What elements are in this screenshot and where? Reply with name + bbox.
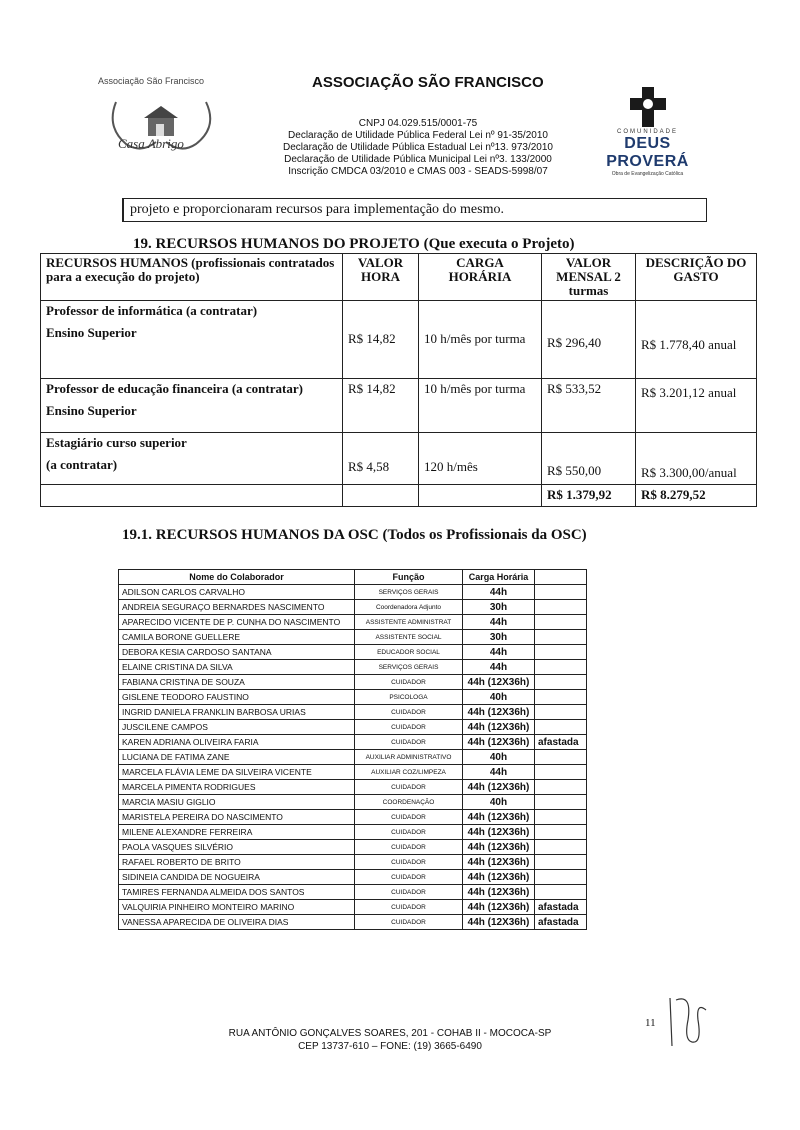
staff-status xyxy=(535,885,587,900)
table-header-row xyxy=(119,570,587,585)
staff-hours: 44h xyxy=(463,615,535,630)
staff-status xyxy=(535,675,587,690)
staff-hours: 44h (12X36h) xyxy=(463,885,535,900)
logo-left-name: Casa Abrigo xyxy=(118,136,184,151)
empty-cell xyxy=(41,485,343,507)
page-number: 11 xyxy=(645,1017,656,1029)
valor-hora-cell: R$ 14,82 xyxy=(343,301,419,379)
table-row xyxy=(119,585,587,600)
table-row xyxy=(119,660,587,675)
staff-name: DEBORA KESIA CARDOSO SANTANA xyxy=(119,645,355,660)
descricao-cell: R$ 1.778,40 anual xyxy=(636,301,757,379)
staff-role: CUIDADOR xyxy=(355,825,463,840)
staff-hours: 30h xyxy=(463,630,535,645)
staff-name: CAMILA BORONE GUELLERE xyxy=(119,630,355,645)
staff-hours: 44h (12X36h) xyxy=(463,900,535,915)
registry-line: Declaração de Utilidade Pública Municipal Lei nº3. 133/2000 xyxy=(284,154,552,165)
staff-role: ASSISTENTE SOCIAL xyxy=(355,630,463,645)
role-level: Ensino Superior xyxy=(46,403,137,418)
registry-line: Inscrição CMDCA 03/2010 e CMAS 003 - SEADS-5998/07 xyxy=(288,166,548,177)
signature-initials xyxy=(662,990,712,1050)
intro-line: projeto e proporcionaram recursos para implementação do mesmo. xyxy=(122,198,707,222)
staff-role: CUIDADOR xyxy=(355,885,463,900)
staff-role: CUIDADOR xyxy=(355,675,463,690)
staff-name: MARISTELA PEREIRA DO NASCIMENTO xyxy=(119,810,355,825)
table-row xyxy=(119,915,587,930)
staff-role: CUIDADOR xyxy=(355,720,463,735)
staff-status: afastada xyxy=(535,915,587,930)
staff-name: GISLENE TEODORO FAUSTINO xyxy=(119,690,355,705)
valor-hora-cell: R$ 4,58 xyxy=(343,433,419,485)
staff-role: CUIDADOR xyxy=(355,735,463,750)
logo-right-name: DEUS PROVERÁ xyxy=(606,135,689,170)
staff-role: Coordenadora Adjunto xyxy=(355,600,463,615)
carga-cell: 120 h/mês xyxy=(419,433,542,485)
staff-hours: 44h (12X36h) xyxy=(463,720,535,735)
logo-left-caption: Associação São Francisco xyxy=(98,76,205,86)
staff-status xyxy=(535,645,587,660)
staff-status xyxy=(535,615,587,630)
table-row xyxy=(119,645,587,660)
staff-name: JUSCILENE CAMPOS xyxy=(119,720,355,735)
registry-line: CNPJ 04.029.515/0001-75 xyxy=(358,118,478,129)
mensal-cell: R$ 533,52 xyxy=(542,379,636,433)
logo-right-top: COMUNIDADE xyxy=(616,129,678,135)
header-cell: Função xyxy=(355,570,463,585)
staff-hours: 44h (12X36h) xyxy=(463,855,535,870)
staff-name: TAMIRES FERNANDA ALMEIDA DOS SANTOS xyxy=(119,885,355,900)
staff-status xyxy=(535,810,587,825)
role-name: Professor de educação financeira (a contratar) xyxy=(46,381,303,396)
registry-block xyxy=(268,118,568,178)
staff-status xyxy=(535,780,587,795)
staff-name: MILENE ALEXANDRE FERREIRA xyxy=(119,825,355,840)
role-level: (a contratar) xyxy=(46,457,118,472)
staff-name: INGRID DANIELA FRANKLIN BARBOSA URIAS xyxy=(119,705,355,720)
staff-name: RAFAEL ROBERTO DE BRITO xyxy=(119,855,355,870)
staff-status xyxy=(535,690,587,705)
table-row xyxy=(119,690,587,705)
staff-role: CUIDADOR xyxy=(355,780,463,795)
table-row xyxy=(119,870,587,885)
table-row xyxy=(119,780,587,795)
header-cell: CARGA HORÁRIA xyxy=(419,254,542,301)
staff-hours: 44h (12X36h) xyxy=(463,810,535,825)
staff-name: ANDREIA SEGURAÇO BERNARDES NASCIMENTO xyxy=(119,600,355,615)
staff-hours: 44h (12X36h) xyxy=(463,705,535,720)
descricao-cell: R$ 3.300,00/anual xyxy=(636,433,757,485)
empty-cell xyxy=(343,485,419,507)
staff-name: VALQUIRIA PINHEIRO MONTEIRO MARINO xyxy=(119,900,355,915)
table-row xyxy=(119,825,587,840)
table-row xyxy=(119,840,587,855)
table-row xyxy=(119,765,587,780)
valor-hora-cell: R$ 14,82 xyxy=(343,379,419,433)
mensal-cell: R$ 550,00 xyxy=(542,433,636,485)
staff-hours: 44h (12X36h) xyxy=(463,735,535,750)
table-row xyxy=(119,885,587,900)
role-level: Ensino Superior xyxy=(46,325,137,340)
staff-status: afastada xyxy=(535,735,587,750)
table-row xyxy=(119,795,587,810)
staff-hours: 44h (12X36h) xyxy=(463,870,535,885)
role-name: Professor de informática (a contratar) xyxy=(46,303,258,318)
section-19-title: 19. RECURSOS HUMANOS DO PROJETO (Que executa o Projeto) xyxy=(133,236,575,252)
staff-hours: 40h xyxy=(463,690,535,705)
staff-role: CUIDADOR xyxy=(355,870,463,885)
staff-name: PAOLA VASQUES SILVÉRIO xyxy=(119,840,355,855)
staff-role: ASSISTENTE ADMINISTRAT xyxy=(355,615,463,630)
table-row xyxy=(119,735,587,750)
org-title: ASSOCIAÇÃO SÃO FRANCISCO xyxy=(312,74,544,91)
staff-role: CUIDADOR xyxy=(355,840,463,855)
role-cell xyxy=(41,433,343,485)
table-row xyxy=(119,615,587,630)
staff-role: AUXILIAR COZ/LIMPEZA xyxy=(355,765,463,780)
table-row xyxy=(41,301,757,379)
total-mensal: R$ 1.379,92 xyxy=(542,485,636,507)
staff-status xyxy=(535,870,587,885)
registry-line: Declaração de Utilidade Pública Estadual Lei nº13. 973/2010 xyxy=(283,142,553,153)
staff-role: COORDENAÇÃO xyxy=(355,795,463,810)
staff-role: CUIDADOR xyxy=(355,900,463,915)
staff-name: APARECIDO VICENTE DE P. CUNHA DO NASCIMENTO xyxy=(119,615,355,630)
total-row xyxy=(41,485,757,507)
staff-name: SIDINEIA CANDIDA DE NOGUEIRA xyxy=(119,870,355,885)
staff-name: ELAINE CRISTINA DA SILVA xyxy=(119,660,355,675)
staff-status xyxy=(535,630,587,645)
osc-staff-table xyxy=(118,569,587,930)
project-hr-table xyxy=(40,253,757,507)
footer-address: RUA ANTÔNIO GONÇALVES SOARES, 201 - COHAB II - MOCOCA-SP xyxy=(228,1028,552,1039)
table-row xyxy=(119,810,587,825)
staff-hours: 44h xyxy=(463,660,535,675)
staff-role: SERVIÇOS GERAIS xyxy=(355,660,463,675)
table-row xyxy=(41,379,757,433)
staff-status: afastada xyxy=(535,900,587,915)
header-cell: Nome do Colaborador xyxy=(119,570,355,585)
cross-emblem-icon xyxy=(627,85,669,129)
staff-hours: 30h xyxy=(463,600,535,615)
total-anual: R$ 8.279,52 xyxy=(636,485,757,507)
role-name: Estagiário curso superior xyxy=(46,435,187,450)
staff-name: MARCELA PIMENTA RODRIGUES xyxy=(119,780,355,795)
staff-role: CUIDADOR xyxy=(355,915,463,930)
staff-status xyxy=(535,600,587,615)
table-row xyxy=(119,630,587,645)
table-row xyxy=(119,720,587,735)
staff-status xyxy=(535,720,587,735)
staff-status xyxy=(535,585,587,600)
staff-status xyxy=(535,825,587,840)
table-row xyxy=(41,433,757,485)
staff-hours: 44h (12X36h) xyxy=(463,840,535,855)
footer xyxy=(200,1027,580,1053)
registry-line: Declaração de Utilidade Pública Federal Lei nº 91-35/2010 xyxy=(288,130,548,141)
staff-hours: 44h (12X36h) xyxy=(463,675,535,690)
staff-status xyxy=(535,855,587,870)
staff-status xyxy=(535,840,587,855)
staff-status xyxy=(535,795,587,810)
staff-name: KAREN ADRIANA OLIVEIRA FARIA xyxy=(119,735,355,750)
carga-cell: 10 h/mês por turma xyxy=(419,301,542,379)
table-row xyxy=(119,750,587,765)
staff-status xyxy=(535,750,587,765)
staff-hours: 44h (12X36h) xyxy=(463,825,535,840)
staff-role: CUIDADOR xyxy=(355,855,463,870)
empty-cell xyxy=(419,485,542,507)
header-cell: VALOR HORA xyxy=(343,254,419,301)
staff-name: LUCIANA DE FATIMA ZANE xyxy=(119,750,355,765)
staff-name: VANESSA APARECIDA DE OLIVEIRA DIAS xyxy=(119,915,355,930)
staff-role: CUIDADOR xyxy=(355,810,463,825)
staff-status xyxy=(535,705,587,720)
role-cell xyxy=(41,379,343,433)
staff-hours: 44h (12X36h) xyxy=(463,780,535,795)
section-19-1-title: 19.1. RECURSOS HUMANOS DA OSC (Todos os Profissionais da OSC) xyxy=(122,527,587,543)
staff-name: MARCIA MASIU GIGLIO xyxy=(119,795,355,810)
staff-role: CUIDADOR xyxy=(355,705,463,720)
staff-hours: 44h xyxy=(463,765,535,780)
staff-hours: 40h xyxy=(463,750,535,765)
table-row xyxy=(119,900,587,915)
casa-abrigo-logo xyxy=(92,72,242,162)
staff-role: AUXILIAR ADMINISTRATIVO xyxy=(355,750,463,765)
staff-name: ADILSON CARLOS CARVALHO xyxy=(119,585,355,600)
staff-hours: 44h xyxy=(463,585,535,600)
staff-role: EDUCADOR SOCIAL xyxy=(355,645,463,660)
staff-name: MARCELA FLÁVIA LEME DA SILVEIRA VICENTE xyxy=(119,765,355,780)
staff-status xyxy=(535,765,587,780)
footer-contact: CEP 13737-610 – FONE: (19) 3665-6490 xyxy=(298,1041,482,1052)
table-row xyxy=(119,855,587,870)
role-cell xyxy=(41,301,343,379)
header-cell: Carga Horária xyxy=(463,570,535,585)
table-row xyxy=(119,600,587,615)
staff-hours: 44h xyxy=(463,645,535,660)
header-cell: VALOR MENSAL 2 turmas xyxy=(542,254,636,301)
header-cell: DESCRIÇÃO DO GASTO xyxy=(636,254,757,301)
mensal-cell: R$ 296,40 xyxy=(542,301,636,379)
staff-hours: 44h (12X36h) xyxy=(463,915,535,930)
table-header-row xyxy=(41,254,757,301)
staff-role: SERVIÇOS GERAIS xyxy=(355,585,463,600)
staff-hours: 40h xyxy=(463,795,535,810)
table-row xyxy=(119,675,587,690)
deus-provera-logo xyxy=(590,85,705,180)
header-cell xyxy=(535,570,587,585)
header-cell: RECURSOS HUMANOS (profissionais contratados para a execução do projeto) xyxy=(41,254,343,301)
staff-name: FABIANA CRISTINA DE SOUZA xyxy=(119,675,355,690)
carga-cell: 10 h/mês por turma xyxy=(419,379,542,433)
staff-status xyxy=(535,660,587,675)
descricao-cell: R$ 3.201,12 anual xyxy=(636,379,757,433)
logo-right-sub: Obra de Evangelização Católica xyxy=(611,171,684,177)
staff-role: PSICOLOGA xyxy=(355,690,463,705)
table-row xyxy=(119,705,587,720)
